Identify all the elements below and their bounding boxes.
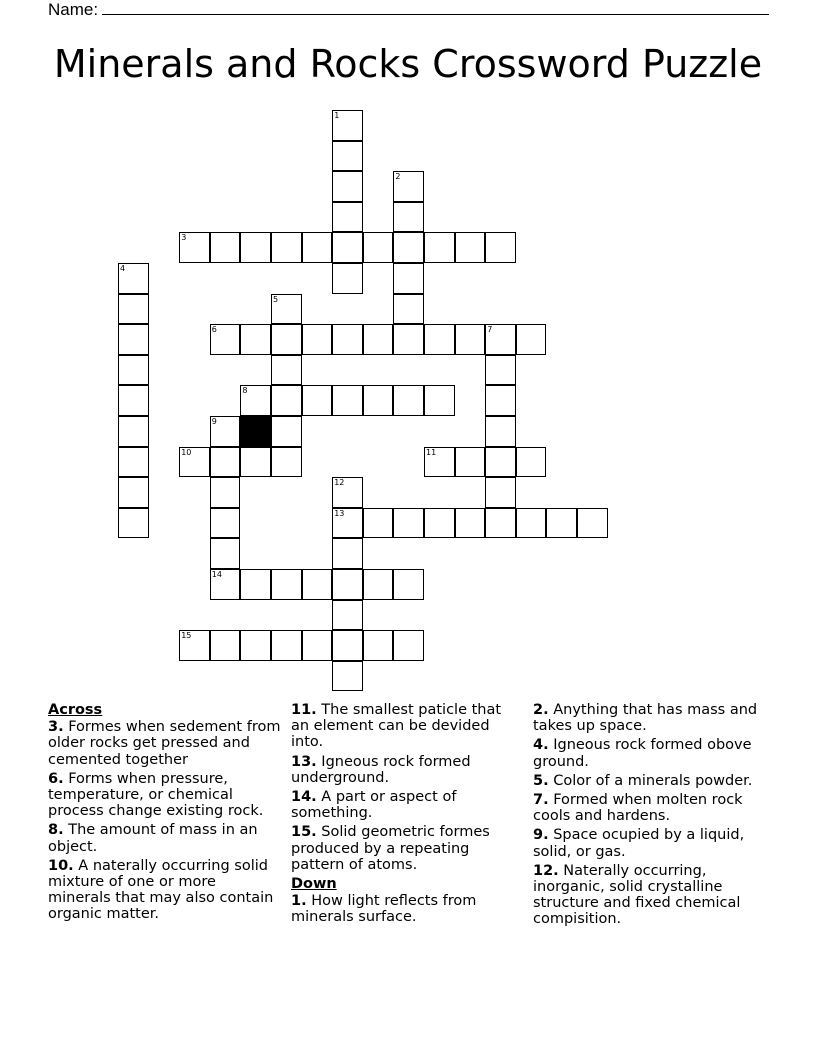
clue-number: 12 <box>334 478 345 488</box>
grid-cell[interactable] <box>118 263 149 294</box>
grid-cell[interactable] <box>393 385 424 416</box>
clue-number: 5. <box>533 772 549 789</box>
clue-number: 9. <box>533 827 549 844</box>
grid-cell[interactable] <box>210 447 241 478</box>
grid-cell[interactable] <box>210 508 241 539</box>
grid-cell[interactable] <box>485 477 516 508</box>
grid-cell[interactable] <box>485 447 516 478</box>
grid-cell[interactable] <box>118 385 149 416</box>
grid-cell[interactable] <box>485 416 516 447</box>
black-cell <box>240 416 271 447</box>
grid-cell[interactable] <box>577 508 608 539</box>
clue-number: 10 <box>181 447 192 457</box>
grid-cell[interactable] <box>271 324 302 355</box>
clue-number: 7. <box>533 792 549 809</box>
clue-number: 14. <box>291 789 317 806</box>
clue-text: Anything that has mass and takes up space. <box>533 702 758 735</box>
grid-cell[interactable] <box>271 630 302 661</box>
clue-number: 2 <box>395 172 401 182</box>
grid-cell[interactable] <box>363 508 394 539</box>
clue-number: 5 <box>273 294 279 304</box>
name-label: Name: <box>48 0 99 19</box>
grid-cell[interactable] <box>332 508 363 539</box>
clue-number: 4. <box>533 737 549 754</box>
clue-text: Igneous rock formed obove ground. <box>533 737 752 770</box>
grid-cell[interactable] <box>393 232 424 263</box>
name-line[interactable] <box>102 0 769 15</box>
clue-number: 8. <box>48 822 64 839</box>
grid-cell[interactable] <box>485 508 516 539</box>
grid-cell[interactable] <box>332 600 363 631</box>
clues-column-3 <box>533 702 763 931</box>
clue-text: Igneous rock formed underground. <box>291 753 471 786</box>
clue-number: 14 <box>211 570 222 579</box>
grid-cell[interactable] <box>485 355 516 386</box>
grid-cell[interactable] <box>118 324 149 355</box>
grid-cell[interactable] <box>118 294 149 325</box>
grid-cell[interactable] <box>363 232 394 263</box>
grid-cell[interactable] <box>393 508 424 539</box>
grid-cell[interactable] <box>363 569 394 600</box>
grid-cell[interactable] <box>210 416 241 447</box>
grid-cell[interactable] <box>302 232 333 263</box>
clue-number: 12. <box>533 862 559 879</box>
across-clue <box>48 822 283 854</box>
grid-cell[interactable] <box>271 355 302 386</box>
grid-cell[interactable] <box>302 324 333 355</box>
grid-cell[interactable] <box>332 110 363 141</box>
grid-cell[interactable] <box>179 232 210 263</box>
clue-text: A part or aspect of something. <box>291 789 457 822</box>
grid-cell[interactable] <box>363 324 394 355</box>
clue-number: 7 <box>487 325 493 335</box>
across-clue <box>48 719 283 768</box>
across-clue <box>291 754 521 786</box>
across-clue <box>48 771 283 820</box>
grid-cell[interactable] <box>271 385 302 416</box>
down-clue <box>533 792 763 824</box>
grid-cell[interactable] <box>118 355 149 386</box>
grid-cell[interactable] <box>332 141 363 172</box>
down-clue <box>533 737 763 769</box>
grid-cell[interactable] <box>118 447 149 478</box>
grid-cell[interactable] <box>455 447 486 478</box>
grid-cell[interactable] <box>516 324 547 355</box>
name-field[interactable] <box>48 0 769 20</box>
down-clue <box>533 863 763 928</box>
grid-cell[interactable] <box>516 447 547 478</box>
grid-cell[interactable] <box>424 232 455 263</box>
clue-number: 3. <box>48 719 64 736</box>
clue-text: The smallest paticle that an element can be devided into. <box>291 702 502 751</box>
grid-cell[interactable] <box>332 569 363 600</box>
clue-number: 9 <box>211 417 217 426</box>
clue-number: 1. <box>291 893 307 910</box>
clues-column-1 <box>48 702 283 926</box>
across-clue <box>291 824 521 873</box>
across-clue <box>291 789 521 821</box>
down-clue <box>533 827 763 859</box>
grid-cell[interactable] <box>424 324 455 355</box>
grid-cell[interactable] <box>302 569 333 600</box>
down-heading: Down <box>291 876 337 893</box>
grid-cell[interactable] <box>363 630 394 661</box>
clue-number: 11 <box>426 447 437 457</box>
grid-cell[interactable] <box>393 202 424 233</box>
grid-cell[interactable] <box>302 630 333 661</box>
grid-cell[interactable] <box>271 569 302 600</box>
grid-cell[interactable] <box>179 630 210 661</box>
across-clue <box>291 702 521 751</box>
grid-cell[interactable] <box>118 416 149 447</box>
down-clue <box>533 702 763 734</box>
grid-cell[interactable] <box>332 324 363 355</box>
clues-column-2 <box>291 702 521 929</box>
grid-cell[interactable] <box>393 263 424 294</box>
grid-cell[interactable] <box>240 447 271 478</box>
grid-cell[interactable] <box>393 630 424 661</box>
grid-cell[interactable] <box>240 569 271 600</box>
clue-text: Naterally occurring, inorganic, solid crystalline structure and fixed chemical compisition. <box>533 862 741 928</box>
clue-number: 1 <box>334 111 340 120</box>
grid-cell[interactable] <box>455 232 486 263</box>
grid-cell[interactable] <box>118 477 149 508</box>
grid-cell[interactable] <box>393 569 424 600</box>
clue-number: 2. <box>533 702 549 718</box>
clue-number: 13. <box>291 753 317 770</box>
grid-cell[interactable] <box>332 477 363 508</box>
grid-cell[interactable] <box>302 385 333 416</box>
grid-cell[interactable] <box>393 171 424 202</box>
grid-cell[interactable] <box>424 508 455 539</box>
grid-cell[interactable] <box>240 385 271 416</box>
clue-number: 13 <box>334 508 345 518</box>
grid-cell[interactable] <box>210 630 241 661</box>
grid-cell[interactable] <box>332 661 363 692</box>
clue-number: 4 <box>120 264 126 273</box>
grid-cell[interactable] <box>424 385 455 416</box>
clue-number: 6. <box>48 770 64 787</box>
grid-cell[interactable] <box>393 294 424 325</box>
grid-cell[interactable] <box>516 508 547 539</box>
clue-number: 15. <box>291 824 317 841</box>
clue-text: How light reflects from minerals surface. <box>291 893 477 926</box>
grid-cell[interactable] <box>332 232 363 263</box>
grid-cell[interactable] <box>332 202 363 233</box>
clue-number: 8 <box>242 386 248 396</box>
grid-cell[interactable] <box>393 324 424 355</box>
clue-number: 10. <box>48 857 74 874</box>
grid-cell[interactable] <box>546 508 577 539</box>
grid-cell[interactable] <box>485 324 516 355</box>
clue-number: 11. <box>291 702 317 718</box>
clue-number: 3 <box>181 233 187 243</box>
grid-cell[interactable] <box>363 385 394 416</box>
grid-cell[interactable] <box>332 263 363 294</box>
grid-cell[interactable] <box>210 477 241 508</box>
grid-cell[interactable] <box>455 508 486 539</box>
grid-cell[interactable] <box>240 324 271 355</box>
grid-cell[interactable] <box>332 630 363 661</box>
across-heading: Across <box>48 702 103 718</box>
grid-cell[interactable] <box>210 324 241 355</box>
clue-text: Color of a minerals powder. <box>553 772 753 789</box>
clue-number: 15 <box>181 631 192 641</box>
grid-cell[interactable] <box>118 508 149 539</box>
grid-cell[interactable] <box>210 232 241 263</box>
grid-cell[interactable] <box>332 538 363 569</box>
grid-cell[interactable] <box>240 630 271 661</box>
clue-text: A naterally occurring solid mixture of one or more minerals that may also contain organic matter. <box>48 857 274 923</box>
grid-cell[interactable] <box>271 447 302 478</box>
grid-cell[interactable] <box>210 569 241 600</box>
grid-cell[interactable] <box>455 324 486 355</box>
down-clue <box>533 773 763 789</box>
grid-cell[interactable] <box>179 447 210 478</box>
grid-cell[interactable] <box>332 385 363 416</box>
clue-text: Forms when pressure, temperature, or chemical process change existing rock. <box>48 770 264 820</box>
grid-cell[interactable] <box>332 171 363 202</box>
grid-cell[interactable] <box>485 232 516 263</box>
page-title: Minerals and Rocks Crossword Puzzle <box>53 42 763 86</box>
clue-text: Formed when molten rock cools and hardens. <box>533 792 743 825</box>
grid-cell[interactable] <box>210 538 241 569</box>
clue-text: Space ocupied by a liquid, solid, or gas. <box>533 827 745 860</box>
grid-cell[interactable] <box>271 416 302 447</box>
grid-cell[interactable] <box>485 385 516 416</box>
clue-text: Solid geometric formes produced by a repeating pattern of atoms. <box>291 824 490 873</box>
grid-cell[interactable] <box>271 294 302 325</box>
clue-text: The amount of mass in an object. <box>48 822 258 855</box>
grid-cell[interactable] <box>240 232 271 263</box>
down-clue <box>291 893 521 925</box>
across-clue <box>48 858 283 923</box>
clue-number: 6 <box>211 325 217 335</box>
grid-cell[interactable] <box>424 447 455 478</box>
clue-text: Formes when sedement from older rocks get pressed and cemented together <box>48 719 281 768</box>
grid-cell[interactable] <box>271 232 302 263</box>
